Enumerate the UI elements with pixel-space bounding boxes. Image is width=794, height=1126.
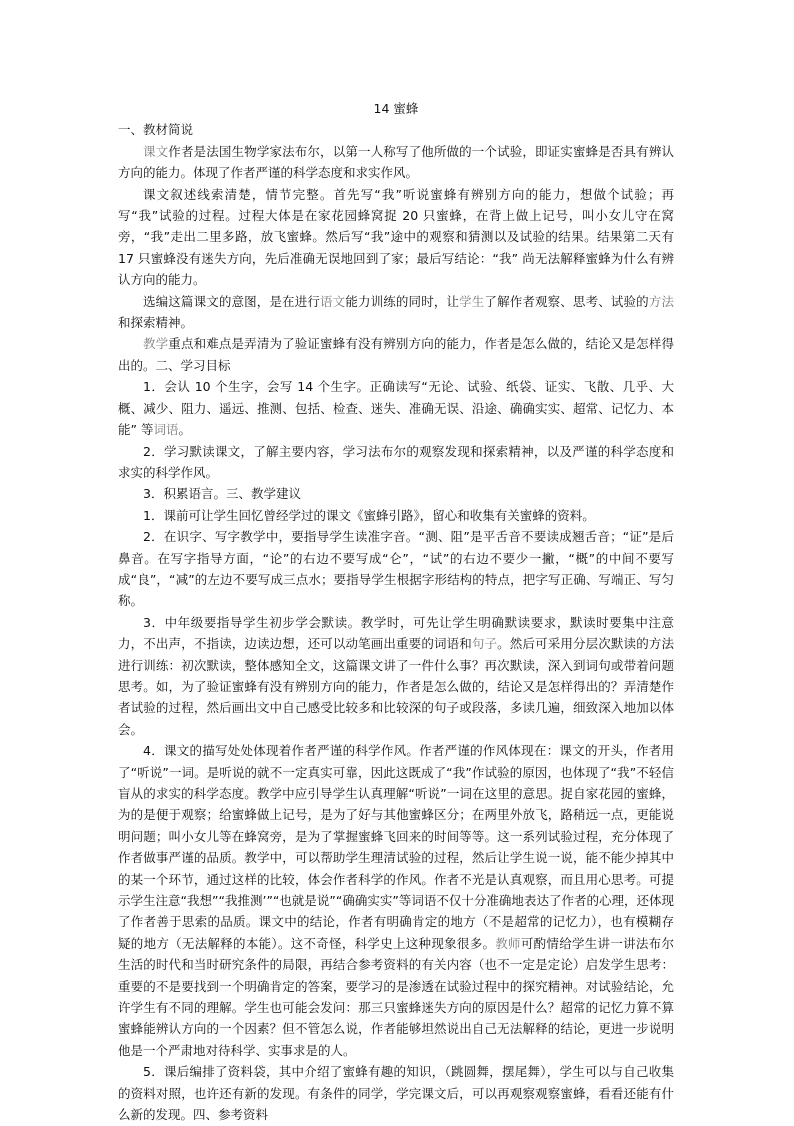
- paragraph-advice-5: 5．课后编排了资料袋，其中介绍了蜜蜂有趣的知识，（跳圆舞，摆尾舞），学生可以与自己收集的资料对照，也许还有新的发现。有条件的同学，学完课文后，可以再观察观察蜜蜂，看看还能有什么新的发现。四、参考资料: [118, 1064, 674, 1123]
- section-heading: 一、教材简说: [118, 122, 194, 138]
- link-text: 词语: [153, 422, 179, 438]
- paragraph-advice-1: 1．课前可让学生回忆曾经学过的课文《蜜蜂引路》，留心和收集有关蜜蜂的资料。: [143, 507, 595, 523]
- link-text: 语文: [320, 293, 346, 309]
- paragraph-goal-3: 3．积累语言。三、教学建议: [143, 486, 301, 502]
- paragraph-advice-4: 4．课文的描写处处体现着作者严谨的科学作风。作者严谨的作风体现在：课文的开头，作者用了“听说”一词。是听说的就不一定真实可靠，因此这既成了“我”作试验的原因，也体现了“我”不轻信盲从的求实的科学态度。教学中应引导学生认真理解“听说”一词在这里的意思。捉自家花园的蜜蜂，为的是便于观察；给蜜蜂做上记号，是为了好与其他蜜蜂区分；在两里外放飞，路稍远一点，更能说明问题；叫小女儿等在蜂窝旁，是为了掌握蜜蜂飞回来的时间等等。这一系列试验过程，充分体现了作者做事严谨的品质。教学中，可以帮助学生理清试验的过程，然后让学生说一说，能不能少掉其中的某一个环节，通过这样的比较，体会作者科学的作风。作者不光是认真观察，而且用心思考。可提示学生注意“我想”“我推测’”“也就是说”“确确实实”等词语不仅十分准确地表达了作者的心理，还体现了作者善于思索的品质。课文中的结论，作者有明确肯定的地方（不是超常的记忆力），也有模糊存疑的地方（无法解释的本能）。这不奇怪，科学史上这种现象很多。教师可酌情给学生讲一讲法布尔生活的时代和当时研究条件的局限，再结合参考资料的有关内容（也不一定是定论）启发学生思考：重要的不是要找到一个明确肯定的答案，要学习的是渗透在试验过程中的探究精神。对试验结论，允许学生有不同的理解。学生也可能会发问：那三只蜜蜂迷失方向的原因是什么？超常的记忆力算不算蜜蜂能辨认方向的一个因素？但不管怎么说，作者能够坦然说出自己无法解释的结论，更进一步说明他是一个严肃地对待科学、实事求是的人。: [118, 743, 674, 1058]
- link-text: 学生: [459, 293, 485, 309]
- document-page: [118, 98, 674, 1126]
- paragraph-intro: 课文作者是法国生物学家法布尔，以第一人称写了他所做的一个试验，即证实蜜蜂是否具有辨认方向的能力。体现了作者严谨的科学态度和求实作风。: [118, 143, 674, 181]
- paragraph-goal-1: 1．会认 10 个生字，会写 14 个生字。正确读写“无论、试验、纸袋、证实、飞散、几乎、大概、减少、阻力、遥远、推测、包括、检查、迷失、准确无误、沿途、确确实实、超常、记忆力、本能” 等词语。: [118, 379, 674, 438]
- link-text: 教学: [143, 336, 169, 352]
- paragraph-advice-2: 2．在识字、写字教学中，要指导学生读准字音。“测、阻”是平舌音不要读成翘舌音；“证”是后鼻音。在写字指导方面，“论”的右边不要写成“仑”，“试”的右边不要少一撇，“概”的中间不要写成“良”，“减”的左边不要写成三点水；要指导学生根据字形结构的特点，把字写正确、写端正、写匀称。: [118, 529, 674, 609]
- paragraph-summary: 课文叙述线索清楚，情节完整。首先写“我”听说蜜蜂有辨别方向的能力，想做个试验；再写“我”试验的过程。过程大体是在家花园蜂窝捉 20 只蜜蜂，在背上做上记号，叫小女儿守在窝旁，“我”走出二里多路，放飞蜜蜂。然后写“我”途中的观察和猜测以及试验的结果。结果第二天有 17 只蜜蜂没有迷失方向，先后准确无误地回到了家；最后写结论：“我” 尚无法解释蜜蜂为什么有辨认方向的能力。: [118, 186, 674, 288]
- link-text: 句子: [471, 636, 498, 652]
- link-text: 教师: [495, 935, 521, 951]
- link-text: 方法: [648, 293, 674, 309]
- link-text: 课文: [143, 143, 169, 159]
- paragraph-intent: 选编这篇课文的意图，是在进行语文能力训练的同时，让学生了解作者观察、思考、试验的方法和探索精神。: [118, 293, 674, 331]
- page-title: 14 蜜蜂: [373, 101, 419, 116]
- paragraph-focus: 教学重点和难点是弄清为了验证蜜蜂有没有辨别方向的能力，作者是怎么做的，结论又是怎样得出的。二、学习目标: [118, 336, 674, 373]
- paragraph-advice-3: 3．中年级要指导学生初步学会默读。教学时，可先让学生明确默读要求，默读时要集中注意力，不出声，不指读，边读边想，还可以动笔画出重要的词语和句子。然后可采用分层次默读的方法进行训练：初次默读，整体感知全文，这篇课文讲了一件什么事？再次默读，深入到词句或带着问题思考。如，为了验证蜜蜂有没有辨别方向的能力，作者是怎么做的，结论又是怎样得出的？弄清楚作者试验的过程，然后画出文中自己感受比较多和比较深的句子或段落，多读几遍，细致深入地加以体会。: [118, 614, 674, 737]
- paragraph-goal-2: 2．学习默读课文，了解主要内容，学习法布尔的观察发现和探索精神，以及严谨的科学态度和求实的科学作风。: [118, 443, 674, 480]
